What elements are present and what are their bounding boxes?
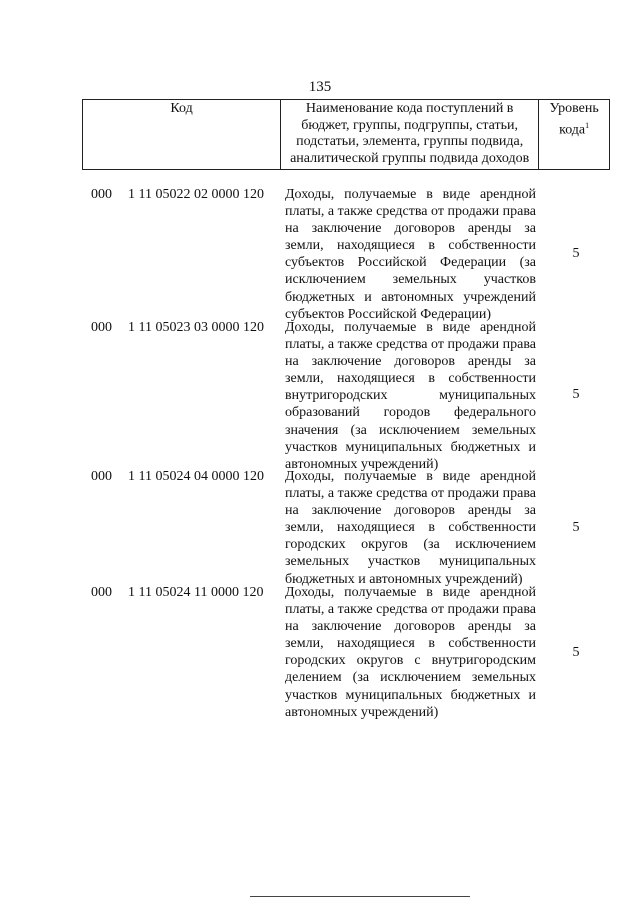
row-prefix: 000 xyxy=(91,585,112,600)
row-level: 5 xyxy=(572,520,580,535)
row-prefix: 000 xyxy=(91,320,112,335)
row-level: 5 xyxy=(572,387,580,402)
header-level-label: Уровень кода xyxy=(549,101,599,138)
column-header-table xyxy=(82,99,610,170)
header-name: Наименование кода поступлений в бюджет, группы, подгруппы, статьи, подстатьи, элемента, группы подвида, аналитической группы подвида доходов xyxy=(281,100,539,170)
row-prefix: 000 xyxy=(91,469,112,484)
row-description: Доходы, получаемые в виде арендной платы, а также средства от продажи права на заключение договоров аренды за земли, находящиеся в собственности городских округов (за исключением земельных участков муниципальных бюджетных и автономных учреждений) xyxy=(285,469,536,587)
row-code: 1 11 05024 11 0000 120 xyxy=(128,585,264,600)
page-number: 135 xyxy=(308,79,332,95)
row-level: 5 xyxy=(572,246,580,261)
header-level-footnote: 1 xyxy=(585,120,590,130)
row-prefix: 000 xyxy=(91,187,112,202)
row-description: Доходы, получаемые в виде арендной платы, а также средства от продажи права на заключение договоров аренды за земли, находящиеся в собственности субъектов Российской Федерации (за исключением земельных участков бюджетных и автономных учреждений субъектов Российской Федерации) xyxy=(285,187,536,322)
row-code: 1 11 05024 04 0000 120 xyxy=(128,469,264,484)
row-level: 5 xyxy=(572,645,580,660)
row-description: Доходы, получаемые в виде арендной платы, а также средства от продажи права на заключение договоров аренды за земли, находящиеся в собственности городских округов с внутригородским делением (за исключением земельных участков муниципальных бюджетных и автономных учреждений) xyxy=(285,585,536,720)
scan-edge-line xyxy=(250,896,470,897)
header-code: Код xyxy=(83,100,281,170)
header-level xyxy=(539,100,610,170)
row-code: 1 11 05022 02 0000 120 xyxy=(128,187,264,202)
row-description: Доходы, получаемые в виде арендной платы, а также средства от продажи права на заключение договоров аренды за земли, находящиеся в собственности внутригородских муниципальных образований городов федерального значения (за исключением земельных участков муниципальных бюджетных и автономных учреждений) xyxy=(285,320,536,472)
row-code: 1 11 05023 03 0000 120 xyxy=(128,320,264,335)
